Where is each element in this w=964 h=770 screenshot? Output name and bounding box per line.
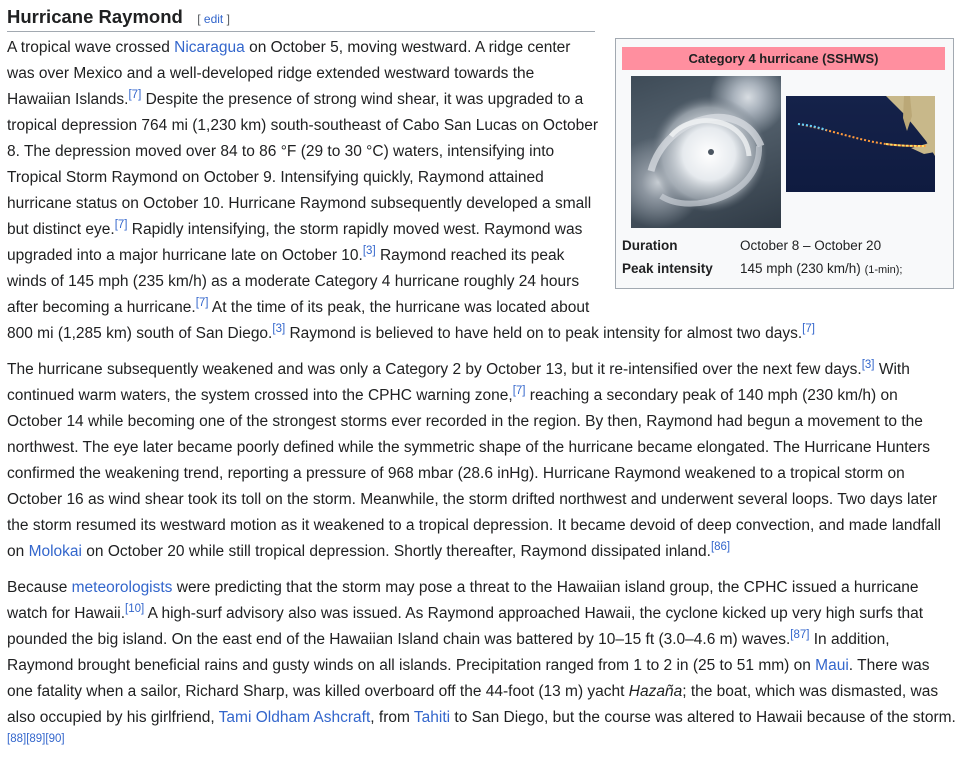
yacht-name: Hazaña: [628, 683, 683, 700]
citation-link[interactable]: [89]: [26, 732, 46, 745]
link-tahiti[interactable]: Tahiti: [413, 709, 451, 726]
citation-link[interactable]: [7]: [195, 296, 209, 309]
citation-link[interactable]: [7]: [512, 384, 526, 397]
infobox-table: [622, 234, 947, 280]
infobox-images: [622, 76, 947, 234]
citation-link[interactable]: [88]: [7, 732, 27, 745]
link-molokai[interactable]: Molokai: [28, 543, 82, 560]
citation-link[interactable]: [87]: [790, 628, 810, 641]
infobox-header: Category 4 hurricane (SSHWS): [622, 47, 945, 70]
citation-link[interactable]: [3]: [272, 322, 286, 335]
paragraph-3: Because meteorologists were predicting that the storm may pose a threat to the Hawaiian island group, the CPHC issued a hurricane watch for Hawaii.[10] A high-surf advisory also was issued. As Raymond approached Hawaii, the cyclone kicked up very high surfs that pounded the big island. On the east end of the Hawaiian Island chain was battered by 10–15 ft (3.0–4.6 m) waves.[87] In addition, Raymond brought beneficial rains and gusty winds on all islands. Precipitation ranged from 1 to 2 in (25 to 51 mm) on Maui. There was one fatality when a sailor, Richard Sharp, was killed overboard off the 44-foot (13 m) yacht Hazaña; the boat, which was dismasted, was also occupied by his girlfriend, Tami Oldham Ashcraft, from Tahiti to San Diego, but the course was altered to Hawaii because of the storm.[88][89][90]: [7, 579, 956, 745]
citation-link[interactable]: [86]: [710, 540, 731, 553]
citation-link[interactable]: [3]: [861, 358, 875, 371]
paragraph-1: A tropical wave crossed Nicaragua on October 5, moving westward. A ridge center was over Mexico and a well-developed ridge extended westward towards the Hawaiian Islands.[7] Despite the presence of strong wind shear, it was upgraded to a tropical depression 764 mi (1,230 km) south-southeast of Cabo San Lucas on October 8. The depression moved over 84 to 86 °F (29 to 30 °C) waters, intensifying into Tropical Storm Raymond on October 9. Intensifying quickly, Raymond attained hurricane status on October 10. Hurricane Raymond subsequently developed a small but distinct eye.[7] Rapidly intensifying, the storm rapidly moved west. Raymond was upgraded into a major hurricane late on October 10.[3] Raymond reached its peak winds of 145 mph (235 km/h) as a moderate Category 4 hurricane roughly 24 hours after becoming a hurricane.[7] At the time of its peak, the hurricane was located about 800 mi (1,285 km) south of San Diego.[3] Raymond is believed to have held on to peak intensity for almost two days.[7]: [7, 39, 815, 342]
link-tami-oldham-ashcraft[interactable]: Tami Oldham Ashcraft: [218, 709, 371, 726]
infobox-value: 145 mph (230 km/h) (1-min);: [740, 261, 903, 276]
section-title: Hurricane Raymond: [7, 6, 183, 27]
infobox-label: Peak intensity: [622, 261, 713, 276]
infobox: [615, 38, 954, 289]
citation-link[interactable]: [3]: [362, 244, 376, 257]
paragraph-2: The hurricane subsequently weakened and was only a Category 2 by October 13, but it re-intensified over the next few days.[3] With continued warm waters, the system crossed into the CPHC warning zone,[7] reaching a secondary peak of 140 mph (230 km/h) on October 14 while becoming one of the strongest storms ever recorded in the region. By then, Raymond had begun a movement to the northwest. The eye later became poorly defined while the symmetric shape of the hurricane became elongated. The Hurricane Hunters confirmed the weakening trend, reporting a pressure of 968 mbar (28.6 inHg). Hurricane Raymond weakened to a tropical storm on October 16 as wind shear took its toll on the storm. Meanwhile, the storm drifted northwest and underwent several loops. Two days later the storm resumed its westward motion as it weakened to a tropical depression. It became devoid of deep convection, and made landfall on Molokai on October 20 while still tropical depression. Shortly thereafter, Raymond dissipated inland.[86]: [7, 358, 941, 560]
storm-track-map[interactable]: [786, 96, 935, 192]
citation-link[interactable]: [7]: [128, 88, 142, 101]
infobox-row-duration: [622, 234, 947, 257]
link-nicaragua[interactable]: Nicaragua: [174, 39, 245, 56]
satellite-image[interactable]: [631, 76, 781, 228]
edit-link[interactable]: edit: [203, 12, 224, 26]
citation-link[interactable]: [7]: [114, 218, 128, 231]
section-heading: [7, 0, 595, 32]
infobox-label: Duration: [622, 238, 678, 253]
citation-link[interactable]: [10]: [125, 602, 145, 615]
infobox-value: October 8 – October 20: [740, 238, 882, 253]
edit-section: [ edit ]: [197, 12, 230, 26]
link-maui[interactable]: Maui: [815, 657, 849, 674]
infobox-row-peak-intensity: [622, 257, 947, 280]
citation-link[interactable]: [90]: [45, 732, 65, 745]
link-meteorologists[interactable]: meteorologists: [71, 579, 173, 596]
citation-link[interactable]: [7]: [802, 322, 815, 335]
